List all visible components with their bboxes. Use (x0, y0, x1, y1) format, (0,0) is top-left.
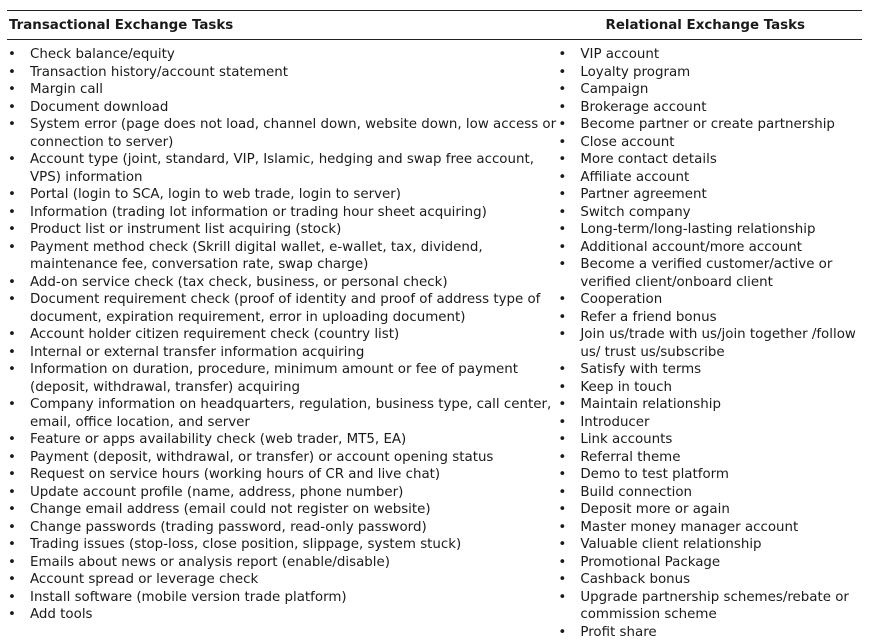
list-item (557, 414, 862, 432)
bullet-icon: • (8, 64, 16, 80)
list-item-text: Refer a friend bonus (580, 309, 717, 325)
transactional-task-list (7, 46, 556, 624)
exchange-tasks-table (7, 0, 862, 641)
list-item-text: Information (trading lot information or trading hour sheet acquiring) (30, 204, 487, 220)
list-item-text: Upgrade partnership schemes/rebate or commission scheme (580, 589, 849, 622)
bullet-icon: • (8, 519, 16, 535)
bullet-icon: • (558, 379, 567, 395)
bullet-icon: • (558, 537, 567, 552)
list-item (7, 99, 556, 117)
bullet-icon: • (8, 117, 16, 132)
bullet-icon: • (8, 274, 16, 290)
list-item (557, 396, 862, 414)
list-item-text: Partner agreement (580, 187, 707, 202)
list-item (7, 186, 556, 204)
bullet-icon: • (8, 344, 16, 360)
bullet-icon: • (8, 484, 16, 500)
list-item-text: Affiliate account (580, 169, 690, 185)
bullet-icon: • (558, 467, 567, 482)
bullet-icon: • (8, 607, 16, 622)
list-item (557, 519, 862, 537)
bullet-icon: • (8, 362, 16, 377)
list-item-text: Information on duration, procedure, minimum amount or fee of payment (deposit, withdrawal, transfer) acquiring (30, 362, 518, 395)
list-item-text: Referral theme (580, 449, 681, 465)
list-item (557, 309, 862, 327)
list-item (557, 46, 862, 64)
bullet-icon: • (558, 47, 567, 62)
list-item (7, 571, 556, 589)
header-transactional: Transactional Exchange Tasks (9, 17, 234, 33)
list-item-text: Feature or apps availability check (web trader, MT5, EA) (30, 432, 407, 447)
list-item-text: Internal or external transfer information acquiring (30, 344, 365, 360)
list-item (7, 81, 556, 99)
list-item (557, 151, 862, 169)
bullet-icon: • (558, 554, 567, 570)
list-item (7, 396, 556, 431)
list-item (557, 99, 862, 117)
list-item (557, 64, 862, 82)
bullet-icon: • (558, 222, 567, 237)
list-item-text: Account holder citizen requirement check (country list) (30, 327, 400, 342)
list-item (7, 606, 556, 624)
list-item (7, 239, 556, 274)
list-item-text: Margin call (30, 82, 104, 97)
bullet-icon: • (8, 502, 16, 517)
list-item-text: Become a verified customer/active or verified client/onboard client (580, 257, 833, 290)
bullet-icon: • (8, 82, 16, 97)
bullet-icon: • (8, 239, 16, 255)
list-item-text: Valuable client relationship (580, 537, 762, 552)
list-item-text: Add tools (30, 607, 93, 622)
bullet-icon: • (8, 222, 16, 237)
list-item (7, 519, 556, 537)
list-item (557, 589, 862, 624)
list-item-text: Profit share (580, 624, 657, 640)
list-item (557, 291, 862, 309)
list-item (7, 291, 556, 326)
list-item (557, 571, 862, 589)
bullet-icon: • (8, 152, 16, 167)
list-item (7, 344, 556, 362)
list-item (7, 361, 556, 396)
list-item (557, 449, 862, 467)
bullet-icon: • (558, 99, 567, 115)
header-relational: Relational Exchange Tasks (605, 17, 805, 33)
list-item (557, 204, 862, 222)
list-item-text: Join us/trade with us/join together /follow us/ trust us/subscribe (580, 327, 856, 360)
list-item (7, 274, 556, 292)
list-item-text: Change email address (email could not register on website) (30, 502, 431, 517)
relational-task-list (557, 46, 862, 641)
bullet-icon: • (558, 484, 567, 500)
list-item-text: Document download (30, 99, 169, 115)
list-item (7, 151, 556, 186)
list-item-text: Switch company (580, 204, 691, 220)
list-item (557, 361, 862, 379)
list-item (7, 449, 556, 467)
list-item-text: Cashback bonus (580, 572, 691, 587)
bullet-icon: • (558, 309, 567, 325)
list-item-text: Company information on headquarters, regulation, business type, call center, email, office location, and server (30, 397, 552, 430)
bullet-icon: • (558, 624, 567, 640)
bullet-icon: • (558, 397, 567, 412)
list-item (7, 554, 556, 572)
list-item-text: VIP account (580, 47, 660, 62)
transactional-column (7, 46, 556, 641)
list-item (7, 46, 556, 64)
list-item (557, 81, 862, 99)
list-item-text: Long-term/long-lasting relationship (580, 222, 816, 237)
relational-column (557, 46, 862, 641)
bullet-icon: • (558, 257, 567, 272)
bullet-icon: • (558, 519, 567, 535)
list-item-text: Introducer (580, 414, 650, 430)
list-item-text: Add-on service check (tax check, business, or personal check) (30, 274, 448, 290)
list-item-text: Demo to test platform (580, 467, 729, 482)
bullet-icon: • (558, 134, 567, 150)
bullet-icon: • (8, 449, 16, 465)
bullet-icon: • (8, 432, 16, 447)
list-item (7, 466, 556, 484)
list-item (557, 536, 862, 554)
bullet-icon: • (558, 362, 567, 377)
list-item-text: Loyalty program (580, 64, 691, 80)
bullet-icon: • (558, 64, 567, 80)
list-item-text: Cooperation (580, 292, 663, 307)
bullet-icon: • (558, 292, 567, 307)
list-item-text: Account spread or leverage check (30, 572, 259, 587)
list-item-text: Link accounts (580, 432, 673, 447)
list-item-text: Request on service hours (working hours of CR and live chat) (30, 467, 441, 482)
list-item-text: Account type (joint, standard, VIP, Islamic, hedging and swap free account, VPS) information (30, 152, 534, 185)
list-item-text: Keep in touch (580, 379, 672, 395)
table-body (7, 40, 862, 641)
list-item (557, 466, 862, 484)
list-item-text: Change passwords (trading password, read-only password) (30, 519, 427, 535)
bullet-icon: • (558, 204, 567, 220)
list-item-text: Deposit more or again (580, 502, 730, 517)
list-item (7, 116, 556, 151)
bullet-icon: • (558, 432, 567, 447)
list-item (557, 431, 862, 449)
list-item-text: Transaction history/account statement (30, 64, 288, 80)
list-item-text: Build connection (580, 484, 693, 500)
list-item-text: Portal (login to SCA, login to web trade, login to server) (30, 187, 401, 202)
list-item (7, 536, 556, 554)
list-item-text: Brokerage account (580, 99, 707, 115)
bullet-icon: • (558, 152, 567, 167)
list-item (7, 221, 556, 239)
list-item-text: Campaign (580, 82, 649, 97)
list-item (7, 204, 556, 222)
list-item-text: More contact details (580, 152, 717, 167)
list-item (557, 221, 862, 239)
list-item (557, 256, 862, 291)
list-item-text: Install software (mobile version trade platform) (30, 589, 347, 605)
list-item (557, 379, 862, 397)
list-item (557, 501, 862, 519)
bullet-icon: • (558, 187, 567, 202)
list-item (7, 326, 556, 344)
list-item-text: Maintain relationship (580, 397, 721, 412)
bullet-icon: • (8, 204, 16, 220)
bullet-icon: • (558, 169, 567, 185)
list-item-text: Payment (deposit, withdrawal, or transfer) or account opening status (30, 449, 494, 465)
list-item (7, 501, 556, 519)
list-item-text: Promotional Package (580, 554, 721, 570)
list-item-text: Master money manager account (580, 519, 799, 535)
list-item-text: Trading issues (stop-loss, close position, slippage, system stuck) (30, 537, 462, 552)
bullet-icon: • (558, 117, 567, 132)
list-item-text: Additional account/more account (580, 239, 802, 255)
bullet-icon: • (558, 414, 567, 430)
list-item-text: Product list or instrument list acquiring (stock) (30, 222, 342, 237)
list-item (7, 589, 556, 607)
bullet-icon: • (8, 99, 16, 115)
list-item (7, 64, 556, 82)
list-item (557, 624, 862, 642)
bullet-icon: • (8, 187, 16, 202)
list-item-text: Close account (580, 134, 675, 150)
bullet-icon: • (558, 589, 567, 605)
table-header-row (7, 11, 862, 39)
list-item-text: Update account profile (name, address, phone number) (30, 484, 404, 500)
bullet-icon: • (8, 467, 16, 482)
bullet-icon: • (8, 554, 16, 570)
list-item-text: Check balance/equity (30, 47, 175, 62)
list-item-text: Become partner or create partnership (580, 117, 835, 132)
list-item (557, 116, 862, 134)
bullet-icon: • (558, 82, 567, 97)
list-item (7, 431, 556, 449)
bullet-icon: • (558, 327, 567, 342)
bullet-icon: • (558, 239, 567, 255)
list-item (557, 326, 862, 361)
list-item (557, 554, 862, 572)
list-item-text: Satisfy with terms (580, 362, 702, 377)
bullet-icon: • (8, 397, 16, 412)
list-item (7, 484, 556, 502)
bullet-icon: • (8, 589, 16, 605)
bullet-icon: • (558, 449, 567, 465)
bullet-icon: • (8, 572, 16, 587)
bullet-icon: • (558, 502, 567, 517)
bullet-icon: • (8, 537, 16, 552)
bullet-icon: • (8, 327, 16, 342)
list-item (557, 239, 862, 257)
list-item (557, 484, 862, 502)
bullet-icon: • (8, 47, 16, 62)
list-item-text: Payment method check (Skrill digital wallet, e-wallet, tax, dividend, maintenance fee, conversation rate, swap charge) (30, 239, 483, 272)
bullet-icon: • (8, 292, 16, 307)
list-item (557, 134, 862, 152)
list-item-text: Document requirement check (proof of identity and proof of address type of document, expiration requirement, error in uploading document) (30, 292, 541, 325)
bullet-icon: • (558, 572, 567, 587)
list-item (557, 169, 862, 187)
list-item-text: System error (page does not load, channel down, website down, low access or connection to server) (30, 117, 557, 150)
list-item (557, 186, 862, 204)
list-item-text: Emails about news or analysis report (enable/disable) (30, 554, 390, 570)
